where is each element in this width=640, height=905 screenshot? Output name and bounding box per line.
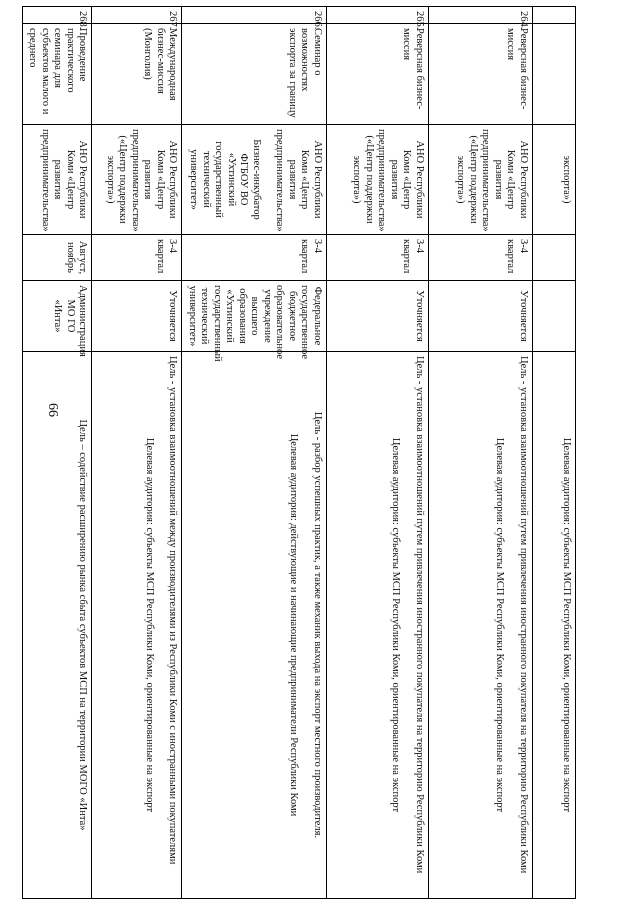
funding-source: [533, 281, 576, 352]
event-term: 3-4 квартал: [429, 235, 533, 281]
row-number: 266.: [182, 7, 327, 24]
event-term: 3-4 квартал: [92, 235, 182, 281]
event-goal: Цель - установка взаимоотношений между производителями из Республики Коми с иностранными покупателями Целевая аудитория: субъекты МСП Республики Коми, ориентированные на экспорт: [92, 352, 182, 899]
table-row: [429, 7, 533, 899]
row-number: [533, 7, 576, 24]
events-table: [22, 6, 576, 899]
funding-source: Уточняется: [327, 281, 429, 352]
funding-source: Уточняется: [429, 281, 533, 352]
page-number: 66: [45, 403, 60, 417]
event-name: Реверсная бизнес-миссия: [429, 24, 533, 125]
row-number: 267.: [92, 7, 182, 24]
table-row: [23, 7, 93, 899]
event-name: Реверсная бизнес-миссия: [327, 24, 429, 125]
table-row: [533, 7, 576, 899]
organizer: АНО Республики Коми «Центр развития предпринимательства» («Центр поддержки экспорта»): [92, 125, 182, 235]
event-name: [533, 24, 576, 125]
event-name: Проведение практического семинара для субъектов малого и среднего: [23, 24, 93, 125]
event-goal: Цель - установка взаимоотношений путем привлечения иностранного покупателя на территорию Республики Коми Целевая аудитория: субъекты МСП Республики Коми, ориентированные на экспорт: [327, 352, 429, 899]
event-term: 3-4 квартал: [327, 235, 429, 281]
rotated-table-container: [27, 6, 576, 899]
organizer: экспорта»): [533, 125, 576, 235]
event-name: Международная бизнес-миссия (Монголия): [92, 24, 182, 125]
funding-source: Уточняется: [92, 281, 182, 352]
table-row: [182, 7, 327, 899]
event-goal: Цель – содействие расширению рынка сбыта субъектов МСП на территории МОГО «Инта»: [23, 352, 93, 899]
row-number: 264.: [429, 7, 533, 24]
event-term: 3-4 квартал: [182, 235, 327, 281]
organizer: АНО Республики Коми «Центр развития предпринимательства»: [23, 125, 93, 235]
organizer: АНО Республики Коми «Центр развития предпринимательства» («Центр поддержки экспорта»): [429, 125, 533, 235]
funding-source: Федеральное государственное бюджетное образовательное учреждение высшего образования «Ухтинский государственный технический университет»: [182, 281, 327, 352]
event-goal: Целевая аудитория: субъекты МСП Республики Коми, ориентированные на экспорт: [533, 352, 576, 899]
event-goal: Цель - установка взаимоотношений путем привлечения иностранного покупателя на территорию Республики Коми Целевая аудитория: субъекты МСП Республики Коми, ориентированные на экспорт: [429, 352, 533, 899]
row-number: 268.: [23, 7, 93, 24]
organizer: АНО Республики Коми «Центр развития предпринимательства» Бизнес-инкубатор ФГБОУ ВО «Ухтинский государственный технический университет»: [182, 125, 327, 235]
event-term: [533, 235, 576, 281]
organizer: АНО Республики Коми «Центр развития предпринимательства» («Центр поддержки экспорта»): [327, 125, 429, 235]
event-goal: Цель - разбор успешных практик, а также механик выхода на экспорт местного производителя. Целевая аудитория: действующие и начинающие предприниматели Республики Коми: [182, 352, 327, 899]
funding-source: Администрация МО ГО «Инта»: [23, 281, 93, 352]
event-name: Семинар о возможностях экспорта за границу: [182, 24, 327, 125]
table-row: [327, 7, 429, 899]
event-term: Август, ноябрь: [23, 235, 93, 281]
table-row: [92, 7, 182, 899]
row-number: 265.: [327, 7, 429, 24]
